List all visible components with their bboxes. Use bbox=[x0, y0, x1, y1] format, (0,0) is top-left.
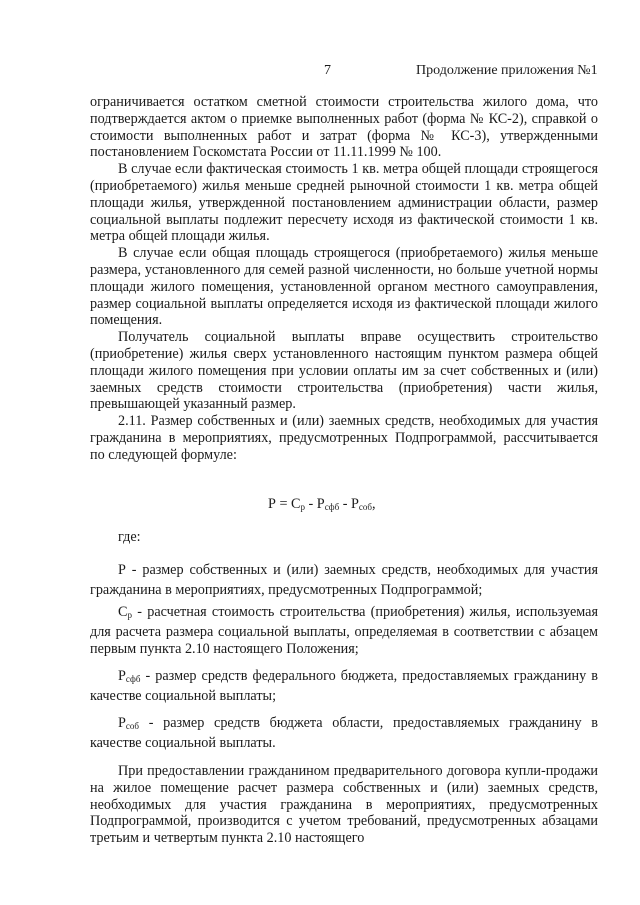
paragraph-2-11: 2.11. Размер собственных и (или) заемных средств, необходимых для участия гражданина в мероприятиях, предусмотренных Подпрограммой, рассчитывается по следующей формуле: bbox=[90, 413, 598, 463]
definition-p: Р - размер собственных и (или) заемных средств, необходимых для участия гражданина в мероприятиях, предусмотренных Подпрограммой; bbox=[90, 562, 598, 598]
where-label: где: bbox=[118, 529, 141, 545]
formula: $Р = С_р - Р_{сфб} - Р_{соб}$, bbox=[268, 496, 376, 512]
paragraph-preliminary-contract: При предоставлении гражданином предварительного договора купли-продажи на жилое помещение расчет размера собственных и (или) заемных средств, необходимых для участия гражданина в мероприятиях, предусмотренных Подпрограммой, производится с учетом требований, предусмотренных абзацами третьим и четвертым пункта 2.10 настоящего bbox=[90, 763, 598, 847]
where-block bbox=[90, 529, 598, 546]
paragraph-actual-cost: В случае если фактическая стоимость 1 кв. метра общей площади строящегося (приобретаемого) жилья меньше средней рыночной стоимости 1 кв. метра общей площади жилья, утвержденной постановлением администрации области, размер социальной выплаты подлежит пересчету исходя из фактической стоимости 1 кв. метра общей площади жилья. bbox=[90, 161, 598, 245]
page-number: 7 bbox=[324, 63, 331, 78]
paragraph-continuation: ограничивается остатком сметной стоимости строительства жилого дома, что подтверждается актом о приемке выполненных работ (форма № КС-2), справкой о стоимости выполненных работ и затрат (форма № КС-3), утвержденными постановлением Госкомстата России от 11.11.1999 № 100. bbox=[90, 94, 598, 161]
paragraph-actual-area: В случае если общая площадь строящегося (приобретаемого) жилья меньше размера, установленного для семей разной численности, но больше учетной нормы площади жилого помещения, установленной органом местного самоуправления, размер социальной выплаты определяется исходя из фактической площади жилого помещения. bbox=[90, 245, 598, 329]
definition-psob: $Р_{соб}$ - размер средств бюджета области, предоставляемых гражданину в качестве социальной выплаты. bbox=[90, 715, 598, 751]
definition-cp: $С_р$ - расчетная стоимость строительства (приобретения) жилья, используемая для расчета размера социальной выплаты, определяемая в соответствии с абзацем первым пункта 2.10 настоящего Положения; bbox=[90, 604, 598, 657]
final-block bbox=[90, 763, 598, 847]
definition-psfb: $Р_{сфб}$ - размер средств федерального бюджета, предоставляемых гражданину в качестве социальной выплаты; bbox=[90, 668, 598, 704]
paragraph-extra-area: Получатель социальной выплаты вправе осуществить строительство (приобретение) жилья сверх установленного настоящим пунктом размера общей площади жилого помещения при условии оплаты им за счет собственных и (или) заемных средств стоимости строительства (приобретения) части жилья, превышающей указанный размер. bbox=[90, 329, 598, 413]
appendix-label: Продолжение приложения №1 bbox=[416, 63, 598, 78]
document-body bbox=[90, 94, 598, 464]
